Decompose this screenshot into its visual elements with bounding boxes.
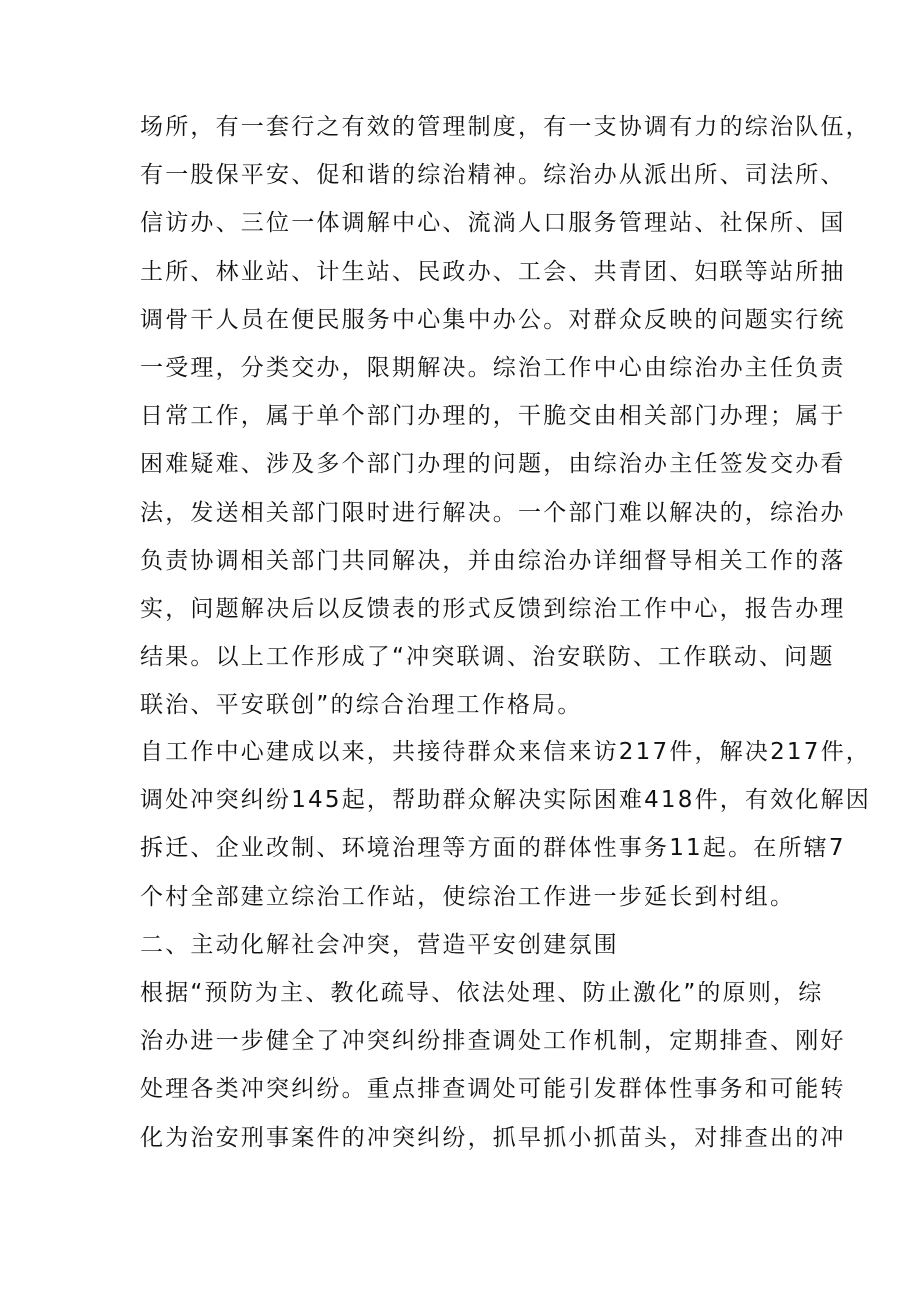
text-line: 法，发送相关部门限时进行解决。一个部门难以解决的，综治办 <box>140 499 846 526</box>
text-line: 信访办、三位一体调解中心、流淌人口服务管理站、社保所、国 <box>140 210 846 237</box>
paragraph-statistics <box>140 728 871 921</box>
paragraph-dispute-resolution <box>140 969 846 1162</box>
text-line: 实，问题解决后以反馈表的形式反馈到综治工作中心，报告办理 <box>140 595 846 622</box>
text-line: 根据“预防为主、教化疏导、依法处理、防止激化”的原则，综 <box>140 980 824 1006</box>
paragraph-work-mechanism <box>140 103 871 729</box>
text-line: 场所，有一套行之有效的管理制度，有一支协调有力的综治队伍， <box>140 114 871 140</box>
text-line: 调骨干人员在便民服务中心集中办公。对群众反映的问题实行统 <box>140 306 846 333</box>
text-line: 处理各类冲突纠纷。重点排查调处可能引发群体性事务和可能转 <box>140 1076 846 1103</box>
section-heading <box>140 921 785 969</box>
text-line: 负责协调相关部门共同解决，并由综治办详细督导相关工作的落 <box>140 547 846 574</box>
text-line: 个村全部建立综治工作站，使综治工作进一步延长到村组。 <box>140 883 796 910</box>
text-line: 困难疑难、涉及多个部门办理的问题，由综治办主任签发交办看 <box>140 451 846 478</box>
section-heading-text: 二、主动化解社会冲突，营造平安创建氛围 <box>140 932 619 958</box>
text-line: 拆迁、企业改制、环境治理等方面的群体性事务11起。在所辖7 <box>140 835 846 862</box>
text-line: 调处冲突纠纷145起，帮助群众解决实际困难418件，有效化解因 <box>140 787 871 814</box>
text-line: 土所、林业站、计生站、民政办、工会、共青团、妇联等站所抽 <box>140 258 846 285</box>
text-line: 一受理，分类交办，限期解决。综治工作中心由综治办主任负责 <box>140 354 846 381</box>
text-line: 联治、平安联创”的综合治理工作格局。 <box>140 692 583 719</box>
text-line: 自工作中心建成以来，共接待群众来信来访217件，解决217件， <box>140 739 871 765</box>
text-line: 有一股保平安、促和谐的综治精神。综治办从派出所、司法所、 <box>140 162 846 189</box>
text-line: 治办进一步健全了冲突纠纷排查调处工作机制，定期排查、刚好 <box>140 1028 846 1055</box>
text-line: 化为治安刑事案件的冲突纠纷，抓早抓小抓苗头，对排查出的冲 <box>140 1124 846 1151</box>
text-line: 结果。以上工作形成了“冲突联调、治安联防、工作联动、问题 <box>140 644 835 671</box>
text-line: 日常工作，属于单个部门办理的，干脆交由相关部门办理；属于 <box>140 403 846 430</box>
